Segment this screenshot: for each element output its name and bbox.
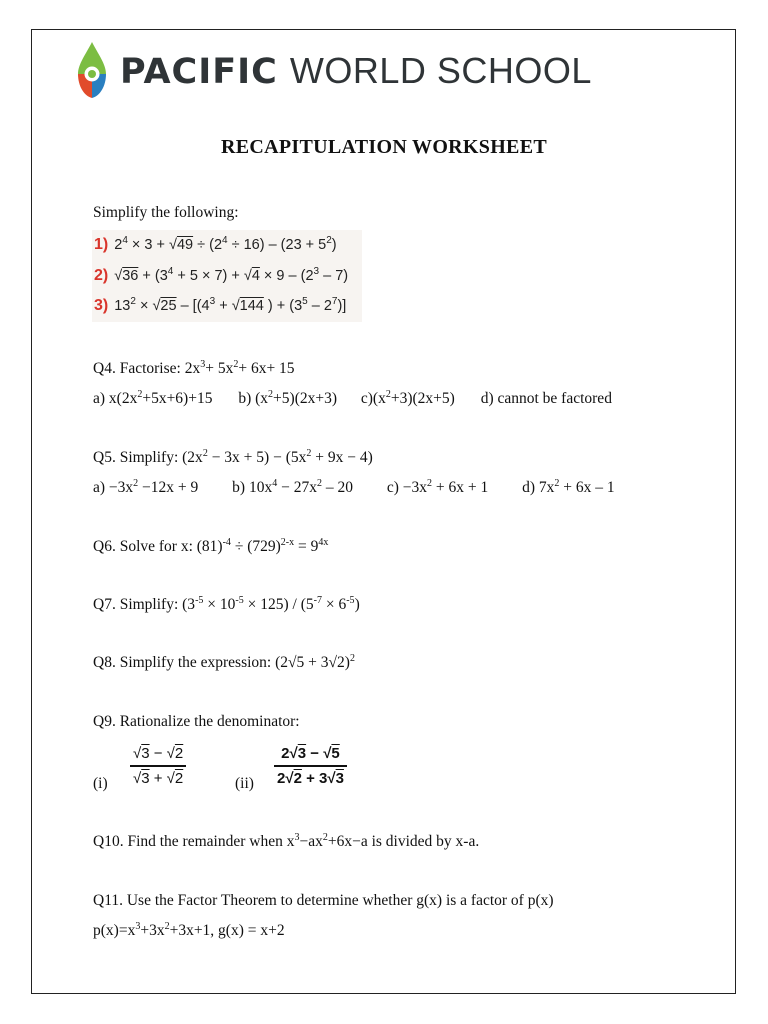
question-5: Q5. Simplify: $(2x^2 - 3x + 5) - (5x^2 + 9x - 4)$ bbox=[93, 447, 373, 466]
intro-text: Simplify the following: bbox=[93, 204, 239, 221]
question-11-functions: $p(x)=x^3+3x^2+3x+1$, g(x) = x+2 bbox=[93, 920, 285, 939]
question-label: Q10. Find the remainder when bbox=[93, 833, 283, 850]
denominator: 2√2 + 3√3 bbox=[277, 769, 344, 787]
option-b: b) $(x^2+5)(2x+3)$ bbox=[238, 388, 338, 407]
problem-3: 3) $13^2 \times √25 - [(4^3 + √144$ ) + $(3^5 - 2^7)$] bbox=[94, 296, 347, 314]
option-c: $c)(x^2+3)(2x+5)$ bbox=[360, 388, 455, 407]
option-b: b) $10x^4 - 27x^2 - 20$ bbox=[232, 477, 353, 496]
problem-number: 2) bbox=[94, 267, 109, 284]
denominator: √3 + √2 bbox=[133, 769, 184, 787]
problem-number: 1) bbox=[94, 236, 109, 253]
option-a: a) $x(2x^2+5x+6)+15$ bbox=[93, 388, 213, 407]
option-a: $a) -3x^2 -12x + 9$ bbox=[93, 477, 199, 496]
problem-2: 2) $√36 + (3^4 + 5 \times 7) + √4 \times 9 - (2^3 - 7)$ bbox=[94, 266, 349, 284]
question-label: Q7. Simplify: bbox=[93, 596, 179, 613]
worksheet-title: RECAPITULATION WORKSHEET bbox=[221, 136, 547, 158]
logo-name-light: WORLD SCHOOL bbox=[289, 50, 592, 91]
question-11: Q11. Use the Factor Theorem to determine whether g(x) is a factor of p(x) bbox=[93, 892, 554, 909]
question-label: Q8. Simplify the expression: bbox=[93, 654, 272, 671]
fraction-bar bbox=[274, 765, 347, 767]
water-drop-logo-icon bbox=[72, 40, 112, 102]
fraction-bar bbox=[130, 765, 186, 767]
option-c: $c) -3x^2 + 6x + 1$ bbox=[386, 477, 489, 496]
question-label: Q6. Solve for x: bbox=[93, 538, 193, 555]
logo-name-bold: PACIFIC bbox=[120, 52, 278, 92]
question-5-options bbox=[93, 479, 615, 497]
question-label: Q4. Factorise: bbox=[93, 360, 181, 377]
problem-number: 3) bbox=[94, 297, 109, 314]
option-d: d) cannot be factored bbox=[480, 390, 612, 407]
option-d: d) $7x^2 + 6x - 1$ bbox=[522, 477, 615, 496]
school-logo bbox=[72, 40, 592, 102]
question-9: Q9. Rationalize the denominator: bbox=[93, 713, 300, 730]
numerator: √3 − √2 bbox=[133, 745, 184, 762]
question-label: Q5. Simplify: bbox=[93, 449, 179, 466]
fraction-ii bbox=[274, 745, 347, 787]
question-4-options bbox=[93, 390, 612, 408]
problem-1: 1) $2^4 \times 3 + √49 \div (2^4 \div 16) - (23 + 5^2)$ bbox=[94, 235, 337, 253]
question-6: Q6. Solve for x: $(81)^{-4} \div (729)^{2-x} = 9^{4x}$ bbox=[93, 536, 329, 555]
question-7: Q7. Simplify: $(3^{-5} \times 10^{-5} \times 125) / (5^{-7} \times 6^{-5})$ bbox=[93, 594, 360, 613]
fraction-i bbox=[130, 745, 186, 787]
question-10: Q10. Find the remainder when $x^3-ax^2+6x-a$ is divided by x-a. bbox=[93, 831, 480, 850]
part-i-label: (i) bbox=[93, 775, 108, 792]
part-ii-label: (ii) bbox=[235, 775, 254, 792]
numerator: 2√3 − √5 bbox=[281, 745, 340, 762]
question-8: Q8. Simplify the expression: $(2√5 + 3√2)^2$ bbox=[93, 652, 355, 671]
question-4: Q4. Factorise: $2x^3+ 5x^2+ 6x+ 15$ bbox=[93, 358, 295, 377]
